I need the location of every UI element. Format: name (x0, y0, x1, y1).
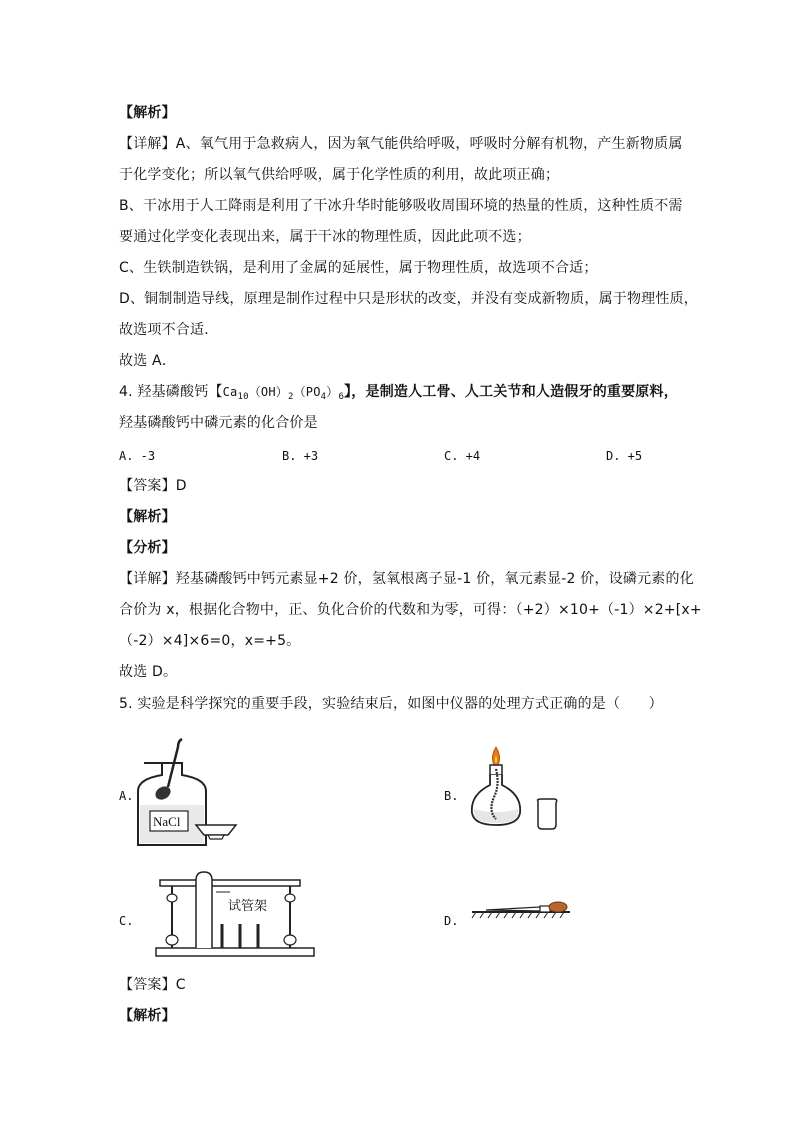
q5-answer: 【答案】C (119, 977, 186, 993)
q4-option-b[interactable]: B. +3 (282, 449, 319, 463)
formula-sub-2: 2 (287, 392, 294, 402)
q4-detail-line-1: 【详解】羟基磷酸钙中钙元素显+2 价，氢氧根离子显-1 价，氧元素显-2 价，设磷元素的化 (119, 571, 694, 587)
dropper-neck (540, 906, 550, 912)
q5-option-a-label[interactable]: A. (119, 789, 134, 803)
q4-section-analysis: 【解析】 (119, 509, 176, 525)
rack-knob (167, 894, 177, 902)
q5-option-c-label[interactable]: C. (119, 914, 134, 928)
section-heading-analysis: 【解析】 (119, 105, 176, 121)
q4-prefix: 4. 羟基磷酸钙【 (119, 384, 223, 400)
detail-b-line-1: B、干冰用于人工降雨是利用了干冰升华时能够吸收周围环境的热量的性质，这种性质不需 (119, 198, 683, 214)
option-d-figure[interactable] (470, 896, 580, 920)
q5-option-b-label[interactable]: B. (444, 789, 459, 803)
evaporating-dish (196, 825, 236, 835)
q5-section-analysis: 【解析】 (119, 1008, 176, 1024)
formula-po: （PO (293, 385, 321, 399)
detail-d-line-2: 故选项不合适． (119, 322, 219, 338)
detail-d-line-1: D、铜制制造导线，原理是制作过程中只是形状的改变，并没有变成新物质，属于物理性质， (119, 291, 698, 307)
option-a-figure[interactable] (132, 735, 247, 850)
rack-base (156, 948, 314, 956)
lamp-cap (538, 799, 557, 829)
q4-section-fenxi: 【分析】 (119, 540, 176, 556)
formula-sub-4: 4 (320, 392, 327, 402)
q4-option-c[interactable]: C. +4 (444, 449, 481, 463)
question-5-stem: 5. 实验是科学探究的重要手段，实验结束后，如图中仪器的处理方式正确的是（ ） (119, 696, 663, 712)
choose-a-line: 故选 A． (119, 353, 177, 369)
detail-c-line: C、生铁制造铁锅，是利用了金属的延展性，属于物理性质，故选项不合适； (119, 260, 598, 276)
test-tube-inverted (196, 872, 212, 948)
formula-close: ） (326, 385, 339, 399)
formula-oh: （OH） (248, 385, 288, 399)
rack-top-shelf (160, 880, 300, 886)
q4-formula (222, 385, 345, 402)
q4-choose-line: 故选 D。 (119, 664, 178, 680)
detail-b-line-2: 要通过化学变化表现出来，属于干冰的物理性质，因此此项不选； (119, 229, 531, 245)
q4-suffix: 】，是制造人工骨、人工关节和人造假牙的重要原料， (344, 384, 678, 400)
dropper-bulb (549, 902, 567, 912)
dropper-tube (486, 907, 540, 911)
q4-option-a[interactable]: A. -3 (119, 449, 156, 463)
option-b-figure[interactable] (466, 745, 566, 835)
bottle-label-text: NaCl (153, 814, 181, 829)
question-4-stem (119, 382, 678, 402)
spoon-bowl (153, 784, 173, 802)
formula-sub-6: 6 (338, 392, 345, 402)
rack-label: 试管架 (228, 899, 268, 914)
detail-a-line-2: 于化学变化；所以氧气供给呼吸，属于化学性质的利用，故此项正确； (119, 167, 560, 183)
question-4-stem-line-2: 羟基磷酸钙中磷元素的化合价是 (119, 415, 318, 431)
rack-knob (166, 935, 178, 945)
rack-knob (285, 894, 295, 902)
rack-knob (284, 935, 296, 945)
dish-base (208, 835, 224, 839)
q4-option-d[interactable]: D. +5 (606, 449, 643, 463)
q4-detail-line-3: （-2）×4]×6=0，x=+5。 (119, 633, 301, 649)
q4-answer: 【答案】D (119, 478, 187, 494)
q4-detail-line-2: 合价为 x，根据化合物中，正、负化合价的代数和为零，可得：（+2）×10+（-1）×2+[x+ (119, 602, 702, 618)
formula-sub-10: 10 (237, 392, 249, 402)
formula-ca: Ca (222, 385, 238, 399)
option-c-figure[interactable] (150, 868, 320, 960)
q5-option-d-label[interactable]: D. (444, 914, 459, 928)
detail-a-line-1: 【详解】A、氧气用于急救病人，因为氧气能供给呼吸，呼吸时分解有机物，产生新物质属 (119, 136, 683, 152)
